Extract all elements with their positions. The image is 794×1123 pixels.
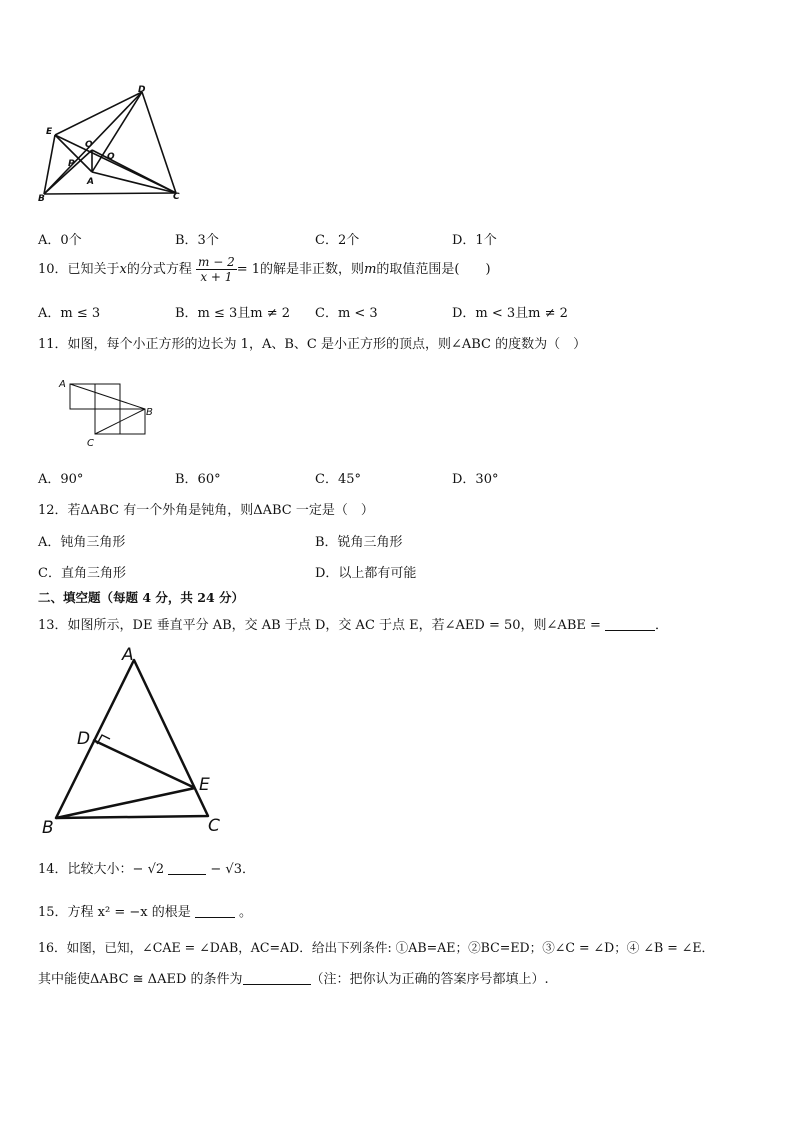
q16-line1: 16．如图，已知，∠CAE = ∠DAB，AC=AD．给出下列条件: ①AB=AE；②BC=ED；③∠C = ∠D；④ ∠B = ∠E． (38, 940, 715, 955)
q10-option-d[interactable]: D．m < 3且m ≠ 2 (452, 306, 568, 321)
q16-text-post: （注：把你认为正确的答案序号都填上）. (310, 972, 549, 987)
q11-option-a[interactable]: A．90° (38, 472, 84, 487)
fig13-label-d: D (77, 729, 91, 749)
q11-figure (56, 376, 166, 450)
q15-text-pre: 15．方程 x² = −x 的根是 (38, 905, 191, 920)
q10-var-m: m (364, 262, 377, 277)
q9-option-d[interactable]: D．1个 (452, 233, 497, 248)
section-title-fill-blank: 二、填空题（每题 4 分，共 24 分） (38, 590, 245, 605)
q10-option-a[interactable]: A．m ≤ 3 (38, 306, 101, 321)
fig11-label-c: C (87, 438, 94, 449)
q14-answer-blank[interactable] (168, 862, 206, 875)
q13-text: 13．如图所示，DE 垂直平分 AB，交 AB 于点 D，交 AC 于点 E，若∠AED = 50，则∠ABE = (38, 618, 601, 633)
q10-fraction-numerator: m − 2 (198, 255, 235, 269)
q12-question: 12．若ΔABC 有一个外角是钝角，则ΔABC 一定是（ ） (38, 503, 374, 518)
fig9-label-e: E (46, 127, 53, 137)
q15-text-post: 。 (239, 905, 253, 920)
q9-option-b[interactable]: B．3个 (175, 233, 219, 248)
q9-figure (36, 80, 196, 210)
q13-text-end: ． (655, 618, 669, 633)
q13-answer-blank[interactable] (605, 618, 655, 631)
q11-option-b[interactable]: B．60° (175, 472, 221, 487)
q10-fraction-denominator: x + 1 (200, 270, 233, 284)
q16-text-pre: 其中能使ΔABC ≅ ΔAED 的条件为 (38, 972, 243, 987)
fig13-label-a: A (122, 645, 134, 665)
q14-question (38, 858, 255, 877)
q14-text-post: − √3． (210, 862, 255, 877)
fig9-label-d: D (138, 85, 146, 95)
q12-option-d[interactable]: D．以上都有可能 (315, 566, 417, 581)
fig9-label-q: Q (107, 152, 115, 162)
q15-answer-blank[interactable] (195, 905, 235, 918)
q10-fraction (196, 255, 237, 284)
q13-question (38, 614, 668, 633)
q15-question (38, 901, 252, 920)
fig9-label-a: A (87, 177, 94, 187)
q11-question: 11．如图，每个小正方形的边长为 1，A、B、C 是小正方形的顶点，则∠ABC 的度数为（ ） (38, 337, 587, 352)
q16-answer-blank[interactable] (243, 972, 311, 985)
q10-text-tail: 的取值范围是( ) (376, 262, 491, 277)
q10-option-b[interactable]: B．m ≤ 3且m ≠ 2 (175, 306, 291, 321)
q10-text-pre: 10．已知关于 (38, 262, 120, 277)
q10-question (38, 255, 491, 284)
fig9-label-o: O (85, 140, 93, 150)
q10-text-post: 的解是非正数，则 (260, 262, 365, 277)
fig9-label-p: P (68, 159, 75, 169)
q9-option-a[interactable]: A．0个 (38, 233, 82, 248)
q10-equals: = 1 (236, 262, 261, 277)
q11-option-c[interactable]: C．45° (315, 472, 361, 487)
q9-option-c[interactable]: C．2个 (315, 233, 360, 248)
q10-var-x: x (119, 262, 127, 277)
q10-option-c[interactable]: C．m < 3 (315, 306, 378, 321)
q12-option-c[interactable]: C．直角三角形 (38, 566, 126, 581)
q13-figure (36, 640, 236, 840)
q16-line2 (38, 968, 549, 987)
fig9-label-c: C (173, 192, 180, 202)
q14-text-pre: 14．比较大小：− √2 (38, 862, 165, 877)
fig13-label-c: C (208, 816, 220, 836)
q10-text-mid: 的分式方程 (126, 262, 192, 277)
q12-option-b[interactable]: B．锐角三角形 (315, 535, 403, 550)
fig13-label-b: B (42, 818, 54, 838)
q11-option-d[interactable]: D．30° (452, 472, 499, 487)
fig9-label-b: B (38, 194, 45, 204)
fig11-label-a: A (59, 379, 66, 390)
fig13-label-e: E (199, 775, 210, 795)
fig11-label-b: B (146, 407, 153, 418)
q12-option-a[interactable]: A．钝角三角形 (38, 535, 126, 550)
